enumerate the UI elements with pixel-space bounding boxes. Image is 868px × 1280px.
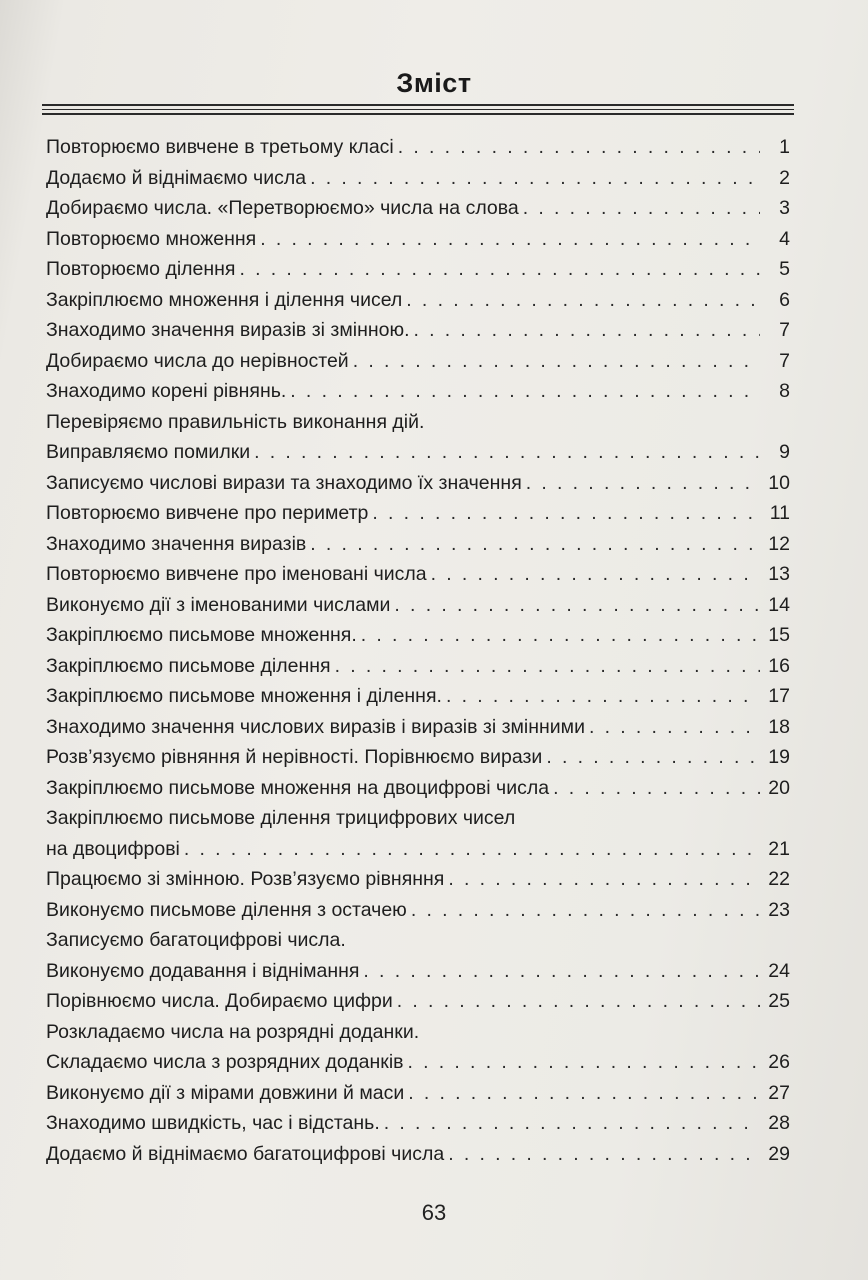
toc-line xyxy=(46,956,790,987)
toc-line xyxy=(46,224,790,255)
toc-page-number: 14 xyxy=(768,593,790,616)
toc-entry-title: Закріплюємо множення і ділення чисел xyxy=(46,288,403,311)
toc-page-number: 7 xyxy=(779,319,790,341)
toc-entry xyxy=(46,742,790,773)
toc-entry xyxy=(46,895,790,926)
dot-leader xyxy=(406,285,760,316)
toc-entry xyxy=(46,925,790,986)
toc-page-number: 29 xyxy=(768,1142,790,1165)
dot-leader xyxy=(526,468,760,499)
toc-entry-title: Повторюємо ділення xyxy=(46,258,236,280)
toc-entry-title: Закріплюємо письмове множення на двоцифрові числа xyxy=(46,776,550,799)
toc-entry-title: на двоцифрові xyxy=(46,837,180,860)
toc-entry xyxy=(46,132,790,163)
toc-entry-title: Перевіряємо правильність виконання дій. xyxy=(46,410,425,433)
toc-line xyxy=(46,437,790,468)
dot-leader xyxy=(408,1078,760,1109)
toc-entry-title: Розв’язуємо рівняння й нерівності. Порівнюємо вирази xyxy=(46,746,543,768)
toc-page-number: 4 xyxy=(779,227,790,250)
toc-entry xyxy=(46,346,790,377)
title-rule-top xyxy=(42,104,794,106)
toc-page-number: 28 xyxy=(768,1112,790,1134)
toc-page-number: 8 xyxy=(779,380,790,402)
toc-entry xyxy=(46,468,790,499)
page-title: Зміст xyxy=(396,68,472,98)
dot-leader xyxy=(239,254,760,285)
toc-line xyxy=(46,620,790,651)
toc-line xyxy=(46,346,790,377)
dot-leader xyxy=(546,742,760,773)
toc-line xyxy=(46,590,790,621)
toc-entry-title: Повторюємо множення xyxy=(46,227,257,250)
toc-line xyxy=(46,712,790,743)
toc-line xyxy=(46,864,790,895)
toc-page-number: 3 xyxy=(779,197,790,219)
dot-leader xyxy=(523,193,760,224)
toc-entry-title: Закріплюємо письмове множення. xyxy=(46,624,357,646)
toc-entry-title: Порівнюємо числа. Добираємо цифри xyxy=(46,990,393,1012)
toc-entry xyxy=(46,986,790,1017)
toc-entry xyxy=(46,529,790,560)
toc-entry-title: Додаємо й віднімаємо числа xyxy=(46,166,307,189)
toc-entry-title: Повторюємо вивчене про периметр xyxy=(46,502,369,524)
dot-leader xyxy=(384,1108,760,1139)
toc-line xyxy=(46,163,790,194)
toc-line xyxy=(46,834,790,865)
toc-line xyxy=(46,193,790,224)
dot-leader xyxy=(335,651,760,682)
toc-entry-title: Знаходимо значення виразів зі змінною. xyxy=(46,319,410,341)
dot-leader xyxy=(254,437,760,468)
toc-entry-title: Виконуємо дії з мірами довжини й маси xyxy=(46,1081,405,1104)
dot-leader xyxy=(411,895,760,926)
dot-leader xyxy=(589,712,760,743)
toc-entry-title: Розкладаємо числа на розрядні доданки. xyxy=(46,1020,420,1043)
toc-page-number: 17 xyxy=(768,685,790,707)
dot-leader xyxy=(394,590,760,621)
toc-entry xyxy=(46,712,790,743)
toc-entry-title: Виконуємо письмове ділення з остачею xyxy=(46,898,407,921)
toc-page-number: 2 xyxy=(779,166,790,189)
toc-entry-title: Закріплюємо письмове множення і ділення. xyxy=(46,685,442,707)
toc-page-number: 6 xyxy=(779,288,790,311)
toc-line xyxy=(46,895,790,926)
toc-line xyxy=(46,132,790,163)
toc-page-number: 18 xyxy=(768,715,790,738)
dot-leader xyxy=(310,529,760,560)
dot-leader xyxy=(184,834,760,865)
dot-leader xyxy=(397,986,760,1017)
toc-entry-title: Записуємо багатоцифрові числа. xyxy=(46,929,346,951)
dot-leader xyxy=(431,559,760,590)
toc-page-number: 12 xyxy=(768,532,790,555)
toc-line xyxy=(46,285,790,316)
toc-line xyxy=(46,254,790,285)
toc-line xyxy=(46,651,790,682)
dot-leader xyxy=(448,1139,760,1170)
toc-entry xyxy=(46,1078,790,1109)
toc-line xyxy=(46,315,790,346)
toc-page-number: 16 xyxy=(768,654,790,677)
toc-entry-title: Знаходимо значення числових виразів і виразів зі змінними xyxy=(46,715,585,738)
dot-leader xyxy=(448,864,760,895)
toc-entry-title: Виконуємо додавання і віднімання xyxy=(46,959,360,982)
page-number: 63 xyxy=(421,1200,447,1225)
dot-leader xyxy=(398,132,760,163)
toc-entry xyxy=(46,1017,790,1078)
dot-leader xyxy=(446,681,760,712)
dot-leader xyxy=(363,956,760,987)
toc-entry xyxy=(46,620,790,651)
toc-entry xyxy=(46,498,790,529)
toc-entry-title: Працюємо зі змінною. Розв’язуємо рівняння xyxy=(46,868,445,890)
toc-page-number: 22 xyxy=(768,868,790,890)
toc-line xyxy=(46,407,790,438)
title-rule-bottom xyxy=(42,113,794,115)
toc-entry xyxy=(46,590,790,621)
toc-page-number: 20 xyxy=(768,776,790,799)
dot-leader xyxy=(414,315,761,346)
toc-page-number: 9 xyxy=(779,441,790,463)
toc-entry xyxy=(46,864,790,895)
toc-entry-title: Знаходимо корені рівнянь. xyxy=(46,380,287,402)
toc-line xyxy=(46,1047,790,1078)
toc-entry xyxy=(46,773,790,804)
toc-entry-title: Повторюємо вивчене в третьому класі xyxy=(46,136,394,158)
toc-line xyxy=(46,1108,790,1139)
toc-page-number: 26 xyxy=(768,1051,790,1073)
toc-entry xyxy=(46,285,790,316)
toc-entry xyxy=(46,803,790,864)
toc-page-number: 1 xyxy=(779,136,790,158)
toc-entry-title: Виконуємо дії з іменованими числами xyxy=(46,593,391,616)
toc-line xyxy=(46,1017,790,1048)
dot-leader xyxy=(361,620,760,651)
toc-entry-title: Записуємо числові вирази та знаходимо їх значення xyxy=(46,471,522,494)
toc-line xyxy=(46,529,790,560)
toc-page-number: 21 xyxy=(768,837,790,860)
toc-page-number: 25 xyxy=(768,990,790,1012)
toc-line xyxy=(46,376,790,407)
toc-entry-title: Повторюємо вивчене про іменовані числа xyxy=(46,563,427,585)
toc-page-number: 24 xyxy=(768,959,790,982)
toc-entry-title: Закріплюємо письмове ділення трицифрових чисел xyxy=(46,807,516,829)
dot-leader xyxy=(310,163,760,194)
toc-entry-title: Добираємо числа до нерівностей xyxy=(46,349,349,372)
toc-line xyxy=(46,1078,790,1109)
toc-entry xyxy=(46,315,790,346)
toc-page-number: 23 xyxy=(768,898,790,921)
toc-page-number: 27 xyxy=(768,1081,790,1104)
table-of-contents xyxy=(46,132,790,1169)
dot-leader xyxy=(408,1047,760,1078)
toc-line xyxy=(46,1139,790,1170)
toc-entry xyxy=(46,163,790,194)
toc-entry-title: Складаємо числа з розрядних доданків xyxy=(46,1051,404,1073)
toc-page-number: 15 xyxy=(768,624,790,646)
dot-leader xyxy=(553,773,760,804)
toc-entry xyxy=(46,1108,790,1139)
toc-entry xyxy=(46,376,790,407)
toc-entry-title: Знаходимо значення виразів xyxy=(46,532,307,555)
toc-page-number: 13 xyxy=(768,563,790,585)
dot-leader xyxy=(353,346,760,377)
toc-entry-title: Добираємо числа. «Перетворюємо» числа на слова xyxy=(46,197,519,219)
toc-page-number: 10 xyxy=(768,471,790,494)
toc-entry-title: Виправляємо помилки xyxy=(46,441,251,463)
toc-entry xyxy=(46,651,790,682)
dot-leader xyxy=(372,498,760,529)
toc-entry-title: Знаходимо швидкість, час і відстань. xyxy=(46,1112,380,1134)
title-rule-middle xyxy=(42,109,794,110)
toc-page-number: 11 xyxy=(769,502,790,524)
toc-entry-title: Закріплюємо письмове ділення xyxy=(46,654,331,677)
toc-line xyxy=(46,986,790,1017)
toc-entry xyxy=(46,407,790,468)
toc-line xyxy=(46,468,790,499)
dot-leader xyxy=(260,224,760,255)
toc-page-number: 7 xyxy=(779,349,790,372)
toc-entry xyxy=(46,681,790,712)
toc-entry xyxy=(46,193,790,224)
toc-entry-title: Додаємо й віднімаємо багатоцифрові числа xyxy=(46,1142,445,1165)
toc-line xyxy=(46,773,790,804)
toc-line xyxy=(46,559,790,590)
toc-entry xyxy=(46,559,790,590)
toc-line xyxy=(46,742,790,773)
toc-line xyxy=(46,925,790,956)
toc-page-number: 5 xyxy=(779,258,790,280)
toc-entry xyxy=(46,254,790,285)
toc-entry xyxy=(46,224,790,255)
toc-line xyxy=(46,498,790,529)
toc-line xyxy=(46,803,790,834)
toc-page-number: 19 xyxy=(768,746,790,768)
toc-entry xyxy=(46,1139,790,1170)
dot-leader xyxy=(290,376,760,407)
toc-line xyxy=(46,681,790,712)
